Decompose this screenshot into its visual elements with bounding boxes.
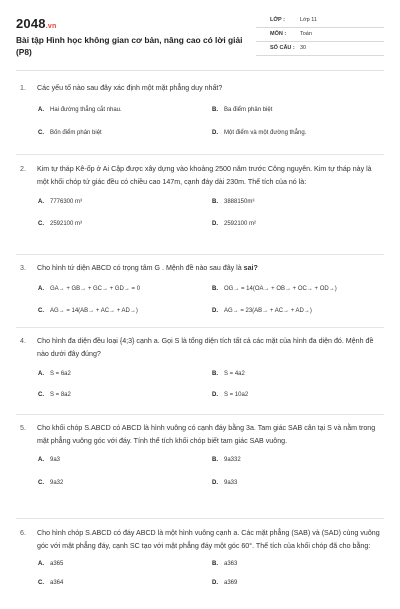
meta-table — [256, 14, 384, 56]
question-text — [37, 264, 258, 272]
option-text: 9a33 — [224, 480, 238, 486]
option-text: Ba điểm phân biệt — [224, 106, 273, 113]
option-letter: A. — [38, 561, 44, 567]
option-letter: C. — [38, 307, 44, 314]
option-letter: B. — [212, 561, 218, 567]
question-text-main: Cho hình tứ diện ABCD có trọng tâm G . Mệnh đề nào sau đây là — [37, 264, 244, 272]
option-text: 9a32 — [50, 480, 64, 486]
option-letter: C. — [38, 392, 44, 398]
question-number: 6. — [20, 529, 26, 537]
meta-value: Lớp 11 — [300, 17, 317, 23]
question-text: Kim tự tháp Kê-ốp ở Ai Cập được xây dựng vào khoảng 2500 năm trước Công nguyên. Kim tự tháp này là một khối chóp tứ giác đều có chiều cao 147m, cạnh đáy dài 230m. Thể tích của nó là: — [37, 165, 372, 186]
option-c[interactable] — [38, 580, 63, 586]
option-a[interactable] — [38, 199, 82, 205]
question-5 — [16, 415, 384, 519]
option-letter: B. — [212, 285, 218, 292]
question-number: 1. — [20, 84, 26, 92]
question-stem — [16, 519, 384, 552]
page-header — [16, 14, 384, 66]
option-b[interactable] — [212, 457, 241, 463]
option-letter: C. — [38, 221, 44, 227]
option-b[interactable] — [212, 199, 254, 205]
option-letter: C. — [38, 480, 44, 486]
option-d[interactable] — [212, 392, 248, 398]
logo-text: 2048 — [16, 16, 46, 31]
option-a[interactable] — [38, 371, 71, 377]
option-text: AG→ = 14(AB→ + AC→ + AD→) — [50, 307, 138, 314]
option-letter: A. — [38, 106, 44, 113]
question-stem — [16, 155, 384, 188]
question-stem — [16, 328, 384, 360]
option-text: 9a3 — [50, 457, 61, 463]
page-title: Bài tập Hình học không gian cơ bản, nâng cao có lời giải (P8) — [16, 35, 243, 57]
question-text: Cho hình chóp S.ABCD có đáy ABCD là một hình vuông cạnh a. Các mặt phẳng (SAB) và (SAD) cùng vuông góc với mặt phẳng đáy, cạnh SC tạo với mặt phẳng đáy một góc 60°. Thể tích của khối chóp đã cho bằng: — [37, 529, 380, 550]
meta-value: Toán — [300, 31, 312, 37]
question-stem — [16, 255, 384, 275]
option-c[interactable] — [38, 480, 63, 486]
question-1 — [16, 78, 384, 155]
question-text-emphasis: sai? — [243, 264, 258, 272]
option-d[interactable] — [212, 130, 306, 136]
option-text: GA→ + GB→ + GC→ + GD→ = 0 — [50, 285, 141, 292]
option-letter: D. — [212, 129, 218, 136]
logo-suffix: .vn — [45, 23, 57, 30]
option-letter: B. — [212, 457, 218, 463]
option-letter: C. — [38, 580, 44, 586]
question-number: 3. — [20, 264, 26, 272]
option-text: Một điểm và một đường thẳng. — [224, 129, 307, 136]
option-b[interactable] — [212, 561, 237, 567]
meta-key: SỐ CÂU : — [270, 45, 295, 51]
option-text: 3888150m³ — [224, 199, 255, 205]
option-letter: D. — [212, 392, 218, 398]
option-letter: D. — [212, 221, 218, 227]
meta-key: LỚP : — [270, 17, 285, 23]
option-text: OG→ = 14(OA→ + OB→ + OC→ + OD→) — [224, 285, 337, 292]
option-letter: A. — [38, 285, 44, 292]
option-text: a363 — [224, 561, 238, 567]
question-text: Các yếu tố nào sau đây xác định một mặt phẳng duy nhất? — [37, 84, 223, 92]
question-stem — [16, 78, 384, 95]
option-d[interactable] — [212, 221, 256, 227]
option-b[interactable] — [212, 371, 245, 377]
question-number: 4. — [20, 337, 26, 345]
question-text: Cho hình đa diện đều loại {4;3} cạnh a. Gọi S là tổng diện tích tất cả các mặt của hình đa diện đó. Mệnh đề nào dưới đây đúng? — [37, 337, 374, 358]
option-text: a365 — [50, 561, 64, 567]
option-d[interactable] — [212, 580, 237, 586]
meta-key: MÔN : — [270, 31, 287, 37]
option-text: Bốn điểm phân biệt — [50, 129, 102, 136]
question-number: 5. — [20, 424, 26, 432]
option-c[interactable] — [38, 308, 138, 314]
option-c[interactable] — [38, 221, 82, 227]
option-letter: D. — [212, 580, 218, 586]
option-letter: A. — [38, 457, 44, 463]
option-a[interactable] — [38, 107, 122, 113]
option-c[interactable] — [38, 130, 102, 136]
question-number: 2. — [20, 165, 26, 173]
option-letter: C. — [38, 129, 44, 136]
question-2 — [16, 155, 384, 255]
option-letter: D. — [212, 480, 218, 486]
option-b[interactable] — [212, 286, 337, 292]
option-letter: B. — [212, 106, 218, 113]
option-text: S = 10a2 — [224, 392, 249, 398]
meta-row-class — [256, 14, 384, 28]
option-d[interactable] — [212, 308, 312, 314]
option-text: Hai đường thẳng cắt nhau. — [50, 106, 122, 113]
site-logo[interactable] — [16, 16, 56, 31]
option-text: S = 8a2 — [50, 392, 71, 398]
option-c[interactable] — [38, 392, 71, 398]
option-text: AG→ = 23(AB→ + AC→ + AD→) — [224, 307, 312, 314]
option-a[interactable] — [38, 286, 140, 292]
option-text: a364 — [50, 580, 64, 586]
option-letter: D. — [212, 307, 218, 314]
option-text: 9a332 — [224, 457, 241, 463]
meta-value: 30 — [300, 45, 307, 51]
meta-row-count — [256, 42, 384, 56]
question-stem — [16, 415, 384, 447]
question-6 — [16, 519, 384, 609]
option-text: S = 4a2 — [224, 371, 245, 377]
option-text: 7776300 m³ — [50, 199, 83, 205]
option-letter: A. — [38, 199, 44, 205]
question-list — [16, 78, 384, 609]
option-a[interactable] — [38, 457, 60, 463]
option-text: 2592100 m³ — [50, 221, 83, 227]
option-b[interactable] — [212, 107, 272, 113]
option-a[interactable] — [38, 561, 63, 567]
question-text: Cho khối chóp S.ABCD có ABCD là hình vuông có cạnh đáy bằng 3a. Tam giác SAB cân tại S và nằm trong mặt phẳng vuông góc với đáy. Tính thể tích khối chóp biết tam giác SAB vuông. — [37, 424, 376, 445]
question-4 — [16, 328, 384, 415]
option-text: 2592100 m² — [224, 221, 257, 227]
meta-row-subject — [256, 28, 384, 42]
option-letter: A. — [38, 371, 44, 377]
question-3 — [16, 255, 384, 328]
option-d[interactable] — [212, 480, 237, 486]
option-text: a369 — [224, 580, 238, 586]
header-divider — [16, 70, 384, 71]
option-text: S = 6a2 — [50, 371, 71, 377]
option-letter: B. — [212, 371, 218, 377]
option-letter: B. — [212, 199, 218, 205]
